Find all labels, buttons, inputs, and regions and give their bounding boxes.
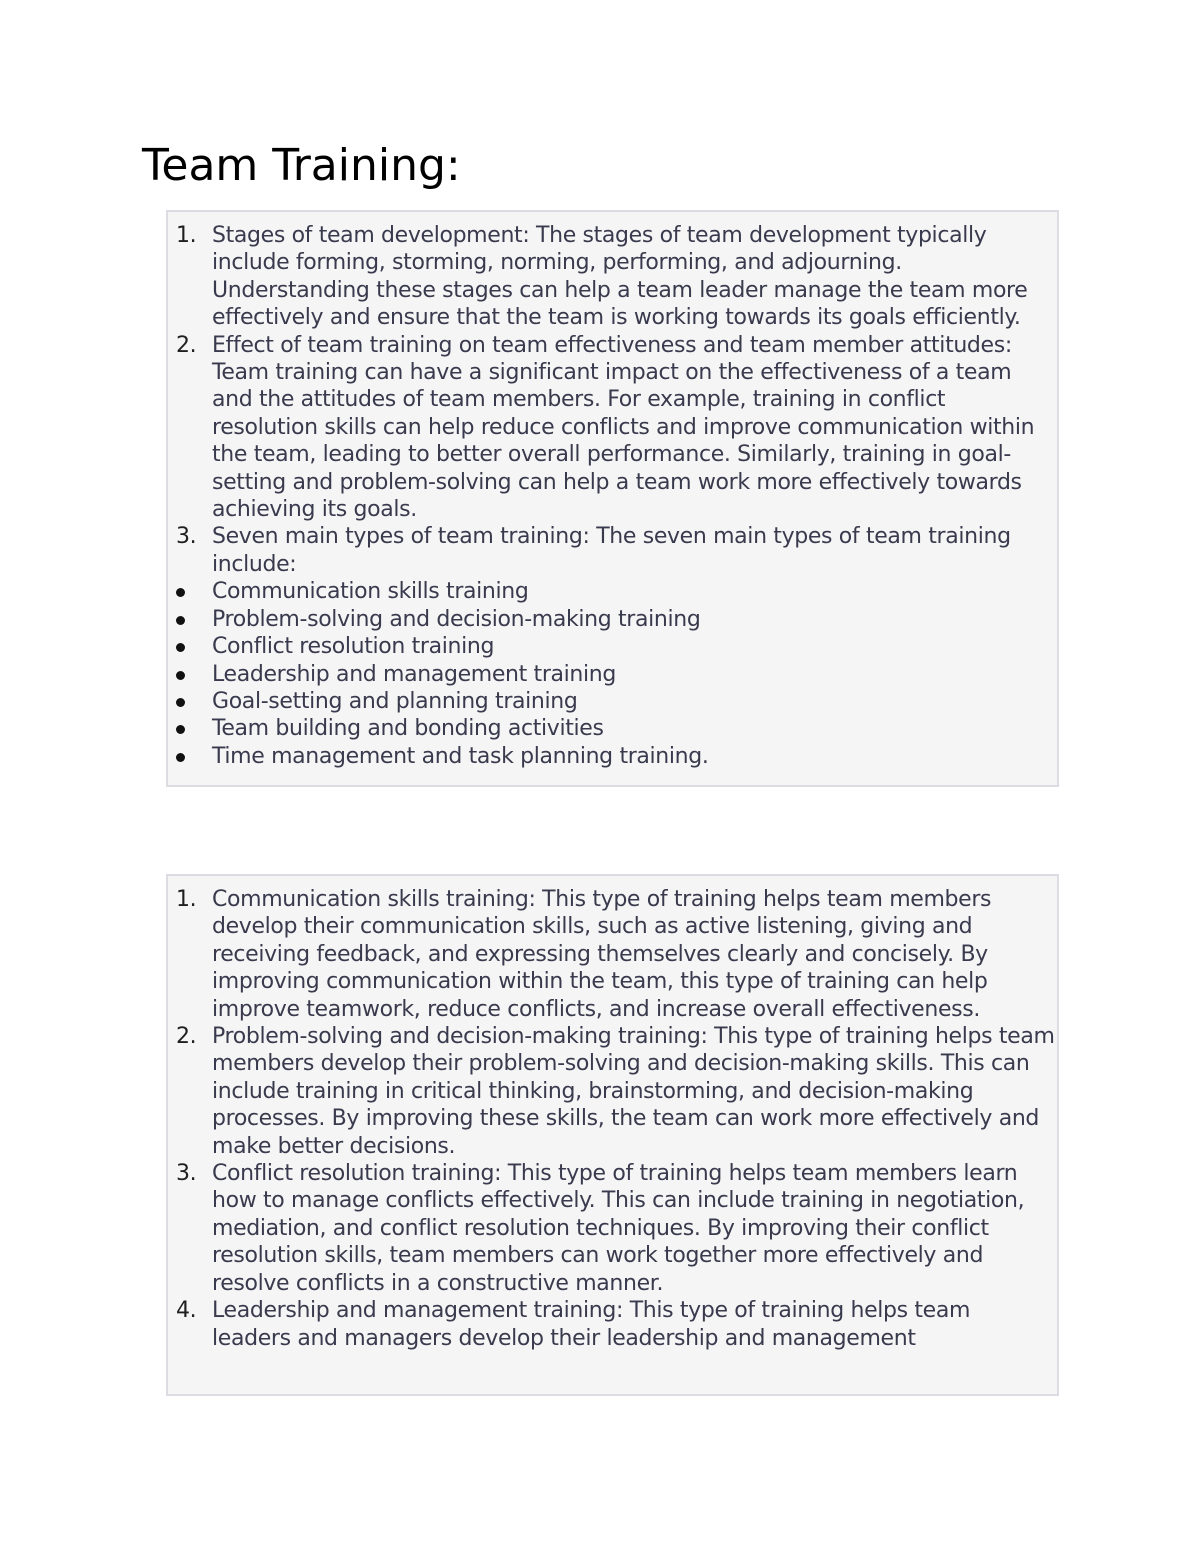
list-number: 2.: [176, 332, 197, 358]
bullet-icon: [176, 725, 185, 734]
training-types-list: [168, 876, 1057, 1352]
bullet-icon: [176, 588, 185, 597]
bullet-icon: [176, 698, 185, 707]
bullet-item: [168, 715, 1057, 742]
bullet-icon: [176, 616, 185, 625]
list-number: 2.: [176, 1024, 197, 1050]
bullet-item: [168, 633, 1057, 660]
list-item-text: Communication skills training: This type of training helps team members develop their communication skills, such as active listening, giving and receiving feedback, and expressing themselves clearly and concisely. By improving communication within the team, this type of training can help improve teamwork, reduce conflicts, and increase overall effectiveness.: [212, 887, 992, 1022]
list-item: [168, 1023, 1057, 1160]
bullet-item: [168, 578, 1057, 605]
list-number: 1.: [176, 887, 197, 912]
bullet-item-text: Conflict resolution training: [212, 634, 495, 660]
bullet-item-text: Problem-solving and decision-making training: [212, 606, 701, 632]
bullet-item: [168, 661, 1057, 688]
bullet-item: [168, 688, 1057, 715]
bullet-icon: [176, 753, 185, 762]
bullet-item-text: Goal-setting and planning training: [212, 688, 578, 714]
list-item-text: Problem-solving and decision-making training: This type of training helps team members develop their problem-solving and decision-making skills. This can include training in critical thinking, brainstorming, and decision-making processes. By improving these skills, the team can work more effectively and make better decisions.: [212, 1024, 1055, 1159]
list-item: [168, 886, 1057, 1023]
list-item-text: Leadership and management training: This type of training helps team leaders and managers develop their leadership and management: [212, 1298, 971, 1351]
list-number: 3.: [176, 1161, 197, 1187]
list-number: 1.: [176, 223, 197, 248]
bullet-item-text: Leadership and management training: [212, 661, 616, 687]
stages-list: [168, 212, 1057, 770]
page-title: Team Training:: [142, 140, 461, 191]
bullet-icon: [176, 643, 185, 652]
list-item-text: Stages of team development: The stages of team development typically include forming, storming, norming, performing, and adjourning. Understanding these stages can help a team leader manage the team more effectively and ensure that the team is working towards its goals efficiently.: [212, 223, 1028, 331]
list-number: 4.: [176, 1298, 197, 1324]
list-item: [168, 332, 1057, 524]
stages-list-box: [166, 210, 1059, 787]
bullet-icon: [176, 671, 185, 680]
training-types-box: [166, 874, 1059, 1396]
bullet-item-text: Team building and bonding activities: [212, 716, 604, 742]
list-item: [168, 1297, 1057, 1352]
bullet-item: [168, 743, 1057, 770]
list-number: 3.: [176, 524, 197, 550]
list-item-text: Effect of team training on team effectiveness and team member attitudes: Team training can have a significant impact on the effectiveness of a team and the attitudes of team members. For example, training in conflict resolution skills can help reduce conflicts and improve communication within the team, leading to better overall performance. Similarly, training in goal-setting and problem-solving can help a team work more effectively towards achieving its goals.: [212, 332, 1035, 523]
list-item: [168, 1160, 1057, 1297]
list-item: [168, 222, 1057, 332]
bullet-item-text: Time management and task planning training.: [212, 743, 709, 769]
list-item-text: Conflict resolution training: This type of training helps team members learn how to manage conflicts effectively. This can include training in negotiation, mediation, and conflict resolution techniques. By improving their conflict resolution skills, team members can work together more effectively and resolve conflicts in a constructive manner.: [212, 1161, 1025, 1296]
list-item: [168, 523, 1057, 578]
bullet-item-text: Communication skills training: [212, 579, 529, 605]
bullet-item: [168, 606, 1057, 633]
list-item-text: Seven main types of team training: The seven main types of team training include:: [212, 524, 1011, 577]
